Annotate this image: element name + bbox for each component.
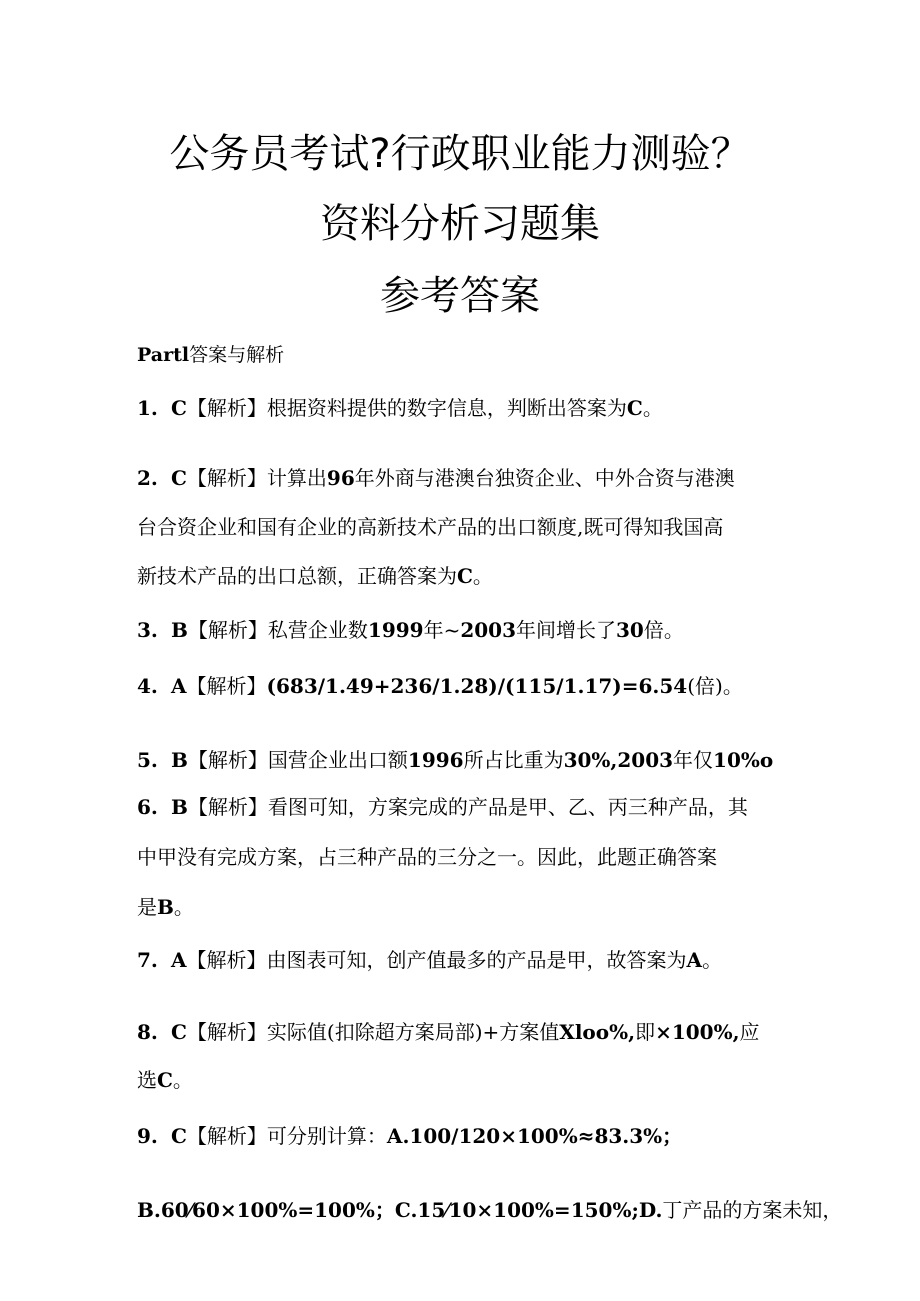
answer-bold: B [157, 895, 174, 919]
analysis-tag: 【解析】 [187, 795, 268, 819]
answer-bold: 2003 [460, 618, 517, 642]
answer-letter: B [171, 618, 188, 642]
answer-letter: B [171, 748, 188, 772]
answer-bold: B.60⁄60×100%=100%； [137, 1198, 395, 1222]
answer-letter: C [171, 1124, 187, 1148]
answer-text: 由图表可知，创产值最多的产品是甲，故答案为 [266, 948, 687, 972]
answer-bold: 30 [616, 618, 644, 642]
section-part-label: Partl [137, 344, 190, 366]
document-title-line-3: 参考答案 [380, 273, 540, 319]
answer-bold: D. [638, 1198, 663, 1222]
answer-end: 倍。 [643, 618, 684, 642]
answer-end: 。 [642, 396, 663, 420]
answer-8-line-2 [137, 1065, 797, 1095]
answer-letter: C [171, 466, 187, 490]
answer-letter: A [171, 948, 187, 972]
answer-text: 即 [635, 1020, 656, 1044]
answer-letter: C [171, 1020, 187, 1044]
answer-text: 应 [739, 1020, 760, 1044]
answer-end: 。 [172, 1068, 193, 1092]
answer-9-line-1 [137, 1121, 797, 1151]
answer-bold: 96 [326, 466, 355, 490]
answer-bold: ×100%, [655, 1020, 740, 1044]
answer-number: 3. [137, 618, 158, 642]
answer-text: 根据资料提供的数字信息，判断出答案为 [266, 396, 627, 420]
answer-number: 1. [137, 396, 158, 420]
answer-letter: A [171, 674, 187, 698]
answer-text: 私营企业数 [267, 618, 368, 642]
answer-formula: (683/1.49+236/1.28)/(115/1.17)=6.54 [266, 674, 688, 698]
answer-bold: 1996 [407, 748, 464, 772]
analysis-tag: 【解析】 [186, 1124, 267, 1148]
answer-6-line-2: 中甲没有完成方案，占三种产品的三分之一。因此，此题正确答案 [137, 845, 717, 869]
answer-bold: C [457, 564, 473, 588]
answer-end: 。 [472, 564, 493, 588]
answer-letter: B [171, 795, 188, 819]
answer-number: 5. [137, 748, 158, 772]
section-heading-text: 答案与解析 [189, 344, 285, 366]
answer-bold: C [626, 396, 643, 420]
answer-9-line-2 [137, 1195, 843, 1225]
answer-4 [137, 671, 797, 701]
answer-bold: 10%o [713, 748, 774, 772]
answer-text: 看图可知，方案完成的产品是甲、乙、丙三种产品，其 [267, 795, 748, 819]
analysis-tag: 【解析】 [186, 948, 267, 972]
answer-number: 7. [137, 948, 158, 972]
answer-number: 4. [137, 674, 158, 698]
answer-number: 9. [137, 1124, 158, 1148]
answer-text: 年间增长了 [516, 618, 617, 642]
answer-6-line-3 [137, 892, 797, 922]
answer-2-line-2: 台合资企业和国有企业的高新技术产品的出口额度,既可得知我国高 [137, 515, 724, 539]
analysis-tag: 【解析】 [187, 618, 268, 642]
answer-8-line-1 [137, 1017, 797, 1047]
analysis-tag: 【解析】 [186, 1020, 267, 1044]
answer-text: 实际值(扣除超方案局部)+方案值 [266, 1020, 560, 1044]
answer-2-line-3 [137, 561, 797, 591]
answer-number: 8. [137, 1020, 158, 1044]
answer-letter: C [171, 396, 187, 420]
analysis-tag: 【解析】 [187, 748, 268, 772]
answer-bold: 1999 [367, 618, 424, 642]
document-title-line-1: 公务员考试?行政职业能力测验？ [169, 131, 751, 177]
answer-text: 选 [137, 1068, 157, 1092]
answer-5 [137, 745, 797, 775]
answer-text: 新技术产品的出口总额，正确答案为 [137, 564, 457, 588]
document-title-line-2: 资料分析习题集 [320, 201, 600, 247]
answer-bold: A [686, 948, 703, 972]
answer-text: 所占比重为 [463, 748, 564, 772]
answer-bold: Xloo%, [559, 1020, 636, 1044]
analysis-tag: 【解析】 [186, 396, 267, 420]
answer-text: 计算出 [266, 466, 327, 490]
analysis-tag: 【解析】 [186, 466, 267, 490]
answer-text: 国营企业出口额 [267, 748, 408, 772]
answer-6-line-1 [137, 792, 797, 822]
answer-number: 2. [137, 466, 158, 490]
answer-1 [137, 393, 797, 423]
answer-number: 6. [137, 795, 158, 819]
answer-end: 。 [702, 948, 723, 972]
section-heading [137, 340, 797, 370]
answer-text: 年外商与港澳台独资企业、中外合资与港澳 [354, 466, 735, 490]
answer-text: 年~ [423, 618, 461, 642]
answer-7 [137, 945, 797, 975]
answer-bold: C [157, 1068, 173, 1092]
answer-2-line-1 [137, 463, 797, 493]
answer-text: 丁产品的方案未知， [662, 1198, 843, 1222]
answer-text: 是 [137, 895, 157, 919]
answer-text: 年仅 [673, 748, 714, 772]
answer-bold: C.15⁄10×100%=150%; [394, 1198, 639, 1222]
answer-end: (倍)。 [687, 674, 743, 698]
answer-3 [137, 615, 797, 645]
answer-bold: A.100/120×100%≈83.3%； [386, 1124, 683, 1148]
answer-end: 。 [173, 895, 194, 919]
answer-text: 可分别计算： [266, 1124, 387, 1148]
answer-bold: 30%,2003 [563, 748, 674, 772]
analysis-tag: 【解析】 [186, 674, 267, 698]
